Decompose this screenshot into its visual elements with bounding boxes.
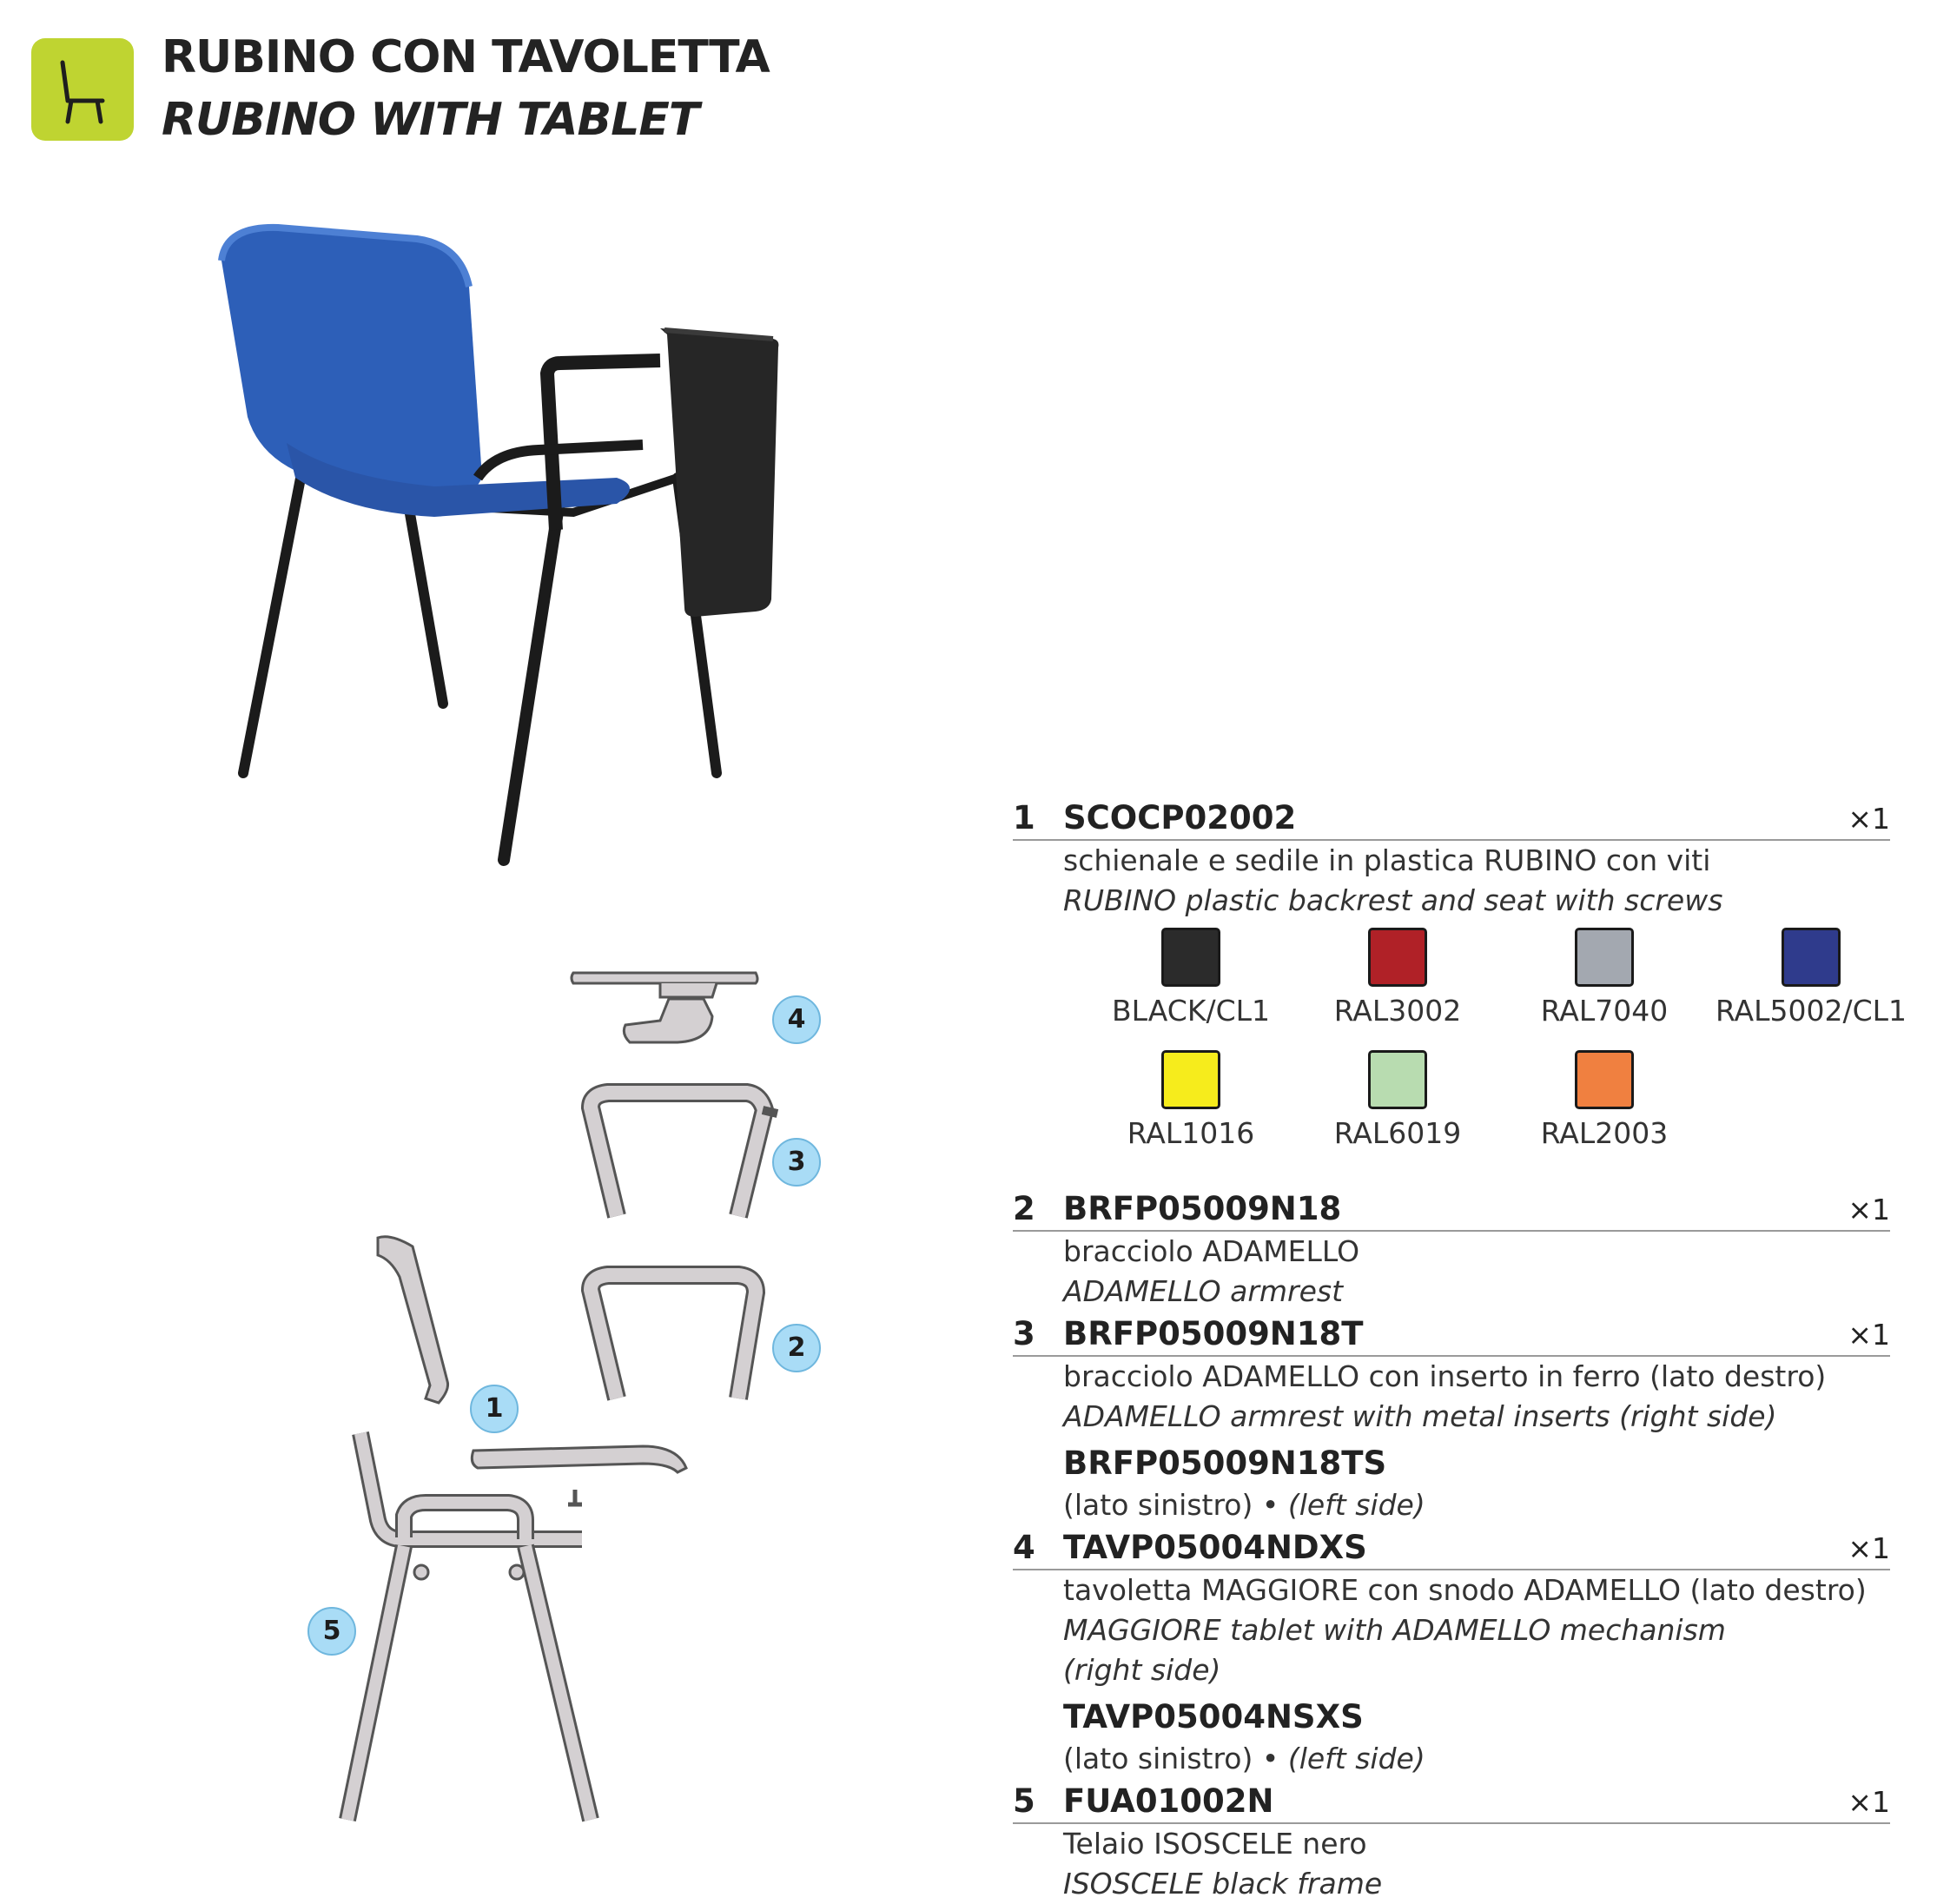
part-qty: ×1 <box>1848 1193 1890 1226</box>
part-qty: ×1 <box>1848 1318 1890 1352</box>
swatch-box <box>1368 928 1427 987</box>
callout-3: 3 <box>772 1138 821 1187</box>
swatch-label: RAL7040 <box>1540 994 1669 1028</box>
part-2 <box>1013 1190 1890 1312</box>
swatch-ral6019 <box>1294 1050 1501 1150</box>
callout-4: 4 <box>772 995 821 1044</box>
desc-en: RUBINO plastic backrest and seat with screws <box>1063 883 1723 917</box>
swatch-box <box>1575 1050 1634 1109</box>
category-logo <box>31 38 134 141</box>
swatch-box <box>1782 928 1841 987</box>
swatch-label: RAL2003 <box>1540 1116 1669 1150</box>
part-desc <box>1013 841 1890 921</box>
callout-5: 5 <box>307 1607 356 1656</box>
swatch-box <box>1161 1050 1220 1109</box>
swatch-box <box>1368 1050 1427 1109</box>
exploded-diagram <box>295 947 851 1859</box>
part-subcode: TAVP05004NSXS <box>1063 1698 1364 1735</box>
part-number: 4 <box>1013 1529 1035 1566</box>
swatch-label: RAL3002 <box>1333 994 1462 1028</box>
part-5 <box>1013 1782 1890 1904</box>
sub-desc-sep: • <box>1253 1488 1288 1522</box>
part-code: TAVP05004NDXS <box>1063 1529 1367 1566</box>
swatch-box <box>1575 928 1634 987</box>
swatch-box <box>1161 928 1220 987</box>
sub-desc-en: (left side) <box>1287 1742 1425 1775</box>
part-number: 5 <box>1013 1782 1035 1820</box>
desc-en-2: (right side) <box>1063 1653 1221 1687</box>
swatch-ral1016 <box>1087 1050 1294 1150</box>
part-desc <box>1013 1232 1890 1312</box>
swatch-ral7040 <box>1501 928 1708 1028</box>
desc-it: bracciolo ADAMELLO con inserto in ferro (lato destro) <box>1063 1359 1827 1393</box>
callout-1: 1 <box>470 1385 519 1433</box>
desc-it: Telaio ISOSCELE nero <box>1063 1827 1367 1861</box>
part-1 <box>1013 799 1907 1150</box>
callout-2: 2 <box>772 1324 821 1372</box>
part-number: 2 <box>1013 1190 1035 1227</box>
part-sub-desc <box>1013 1739 1890 1779</box>
swatch-ral5002 <box>1708 928 1914 1028</box>
swatch-ral3002 <box>1294 928 1501 1028</box>
desc-en: ADAMELLO armrest with metal inserts (right side) <box>1063 1399 1777 1433</box>
part-subcode: BRFP05009N18TS <box>1063 1445 1387 1482</box>
color-swatches <box>1013 928 1907 1150</box>
swatch-label: RAL1016 <box>1127 1116 1255 1150</box>
desc-it: bracciolo ADAMELLO <box>1063 1234 1360 1268</box>
part-code: BRFP05009N18T <box>1063 1315 1364 1352</box>
sub-desc-it: (lato sinistro) <box>1063 1488 1253 1522</box>
swatch-label: BLACK/CL1 <box>1112 994 1270 1028</box>
part-qty: ×1 <box>1848 1785 1890 1819</box>
part-code: FUA01002N <box>1063 1782 1274 1820</box>
page-subtitle: RUBINO WITH TABLET <box>162 94 699 146</box>
product-photo <box>208 217 799 877</box>
part-sub-desc <box>1013 1485 1890 1525</box>
page-title: RUBINO CON TAVOLETTA <box>162 31 770 83</box>
part-number: 3 <box>1013 1315 1035 1352</box>
swatch-black <box>1087 928 1294 1028</box>
part-qty: ×1 <box>1848 1531 1890 1565</box>
sub-desc-it: (lato sinistro) <box>1063 1742 1253 1775</box>
swatch-label: RAL6019 <box>1333 1116 1462 1150</box>
part-number: 1 <box>1013 799 1035 836</box>
desc-en: MAGGIORE tablet with ADAMELLO mechanism <box>1063 1613 1726 1647</box>
part-qty: ×1 <box>1848 802 1890 836</box>
part-3 <box>1013 1315 1890 1525</box>
parts-list <box>1013 799 1907 1904</box>
part-desc <box>1013 1824 1890 1904</box>
swatch-ral2003 <box>1501 1050 1708 1150</box>
sub-desc-sep: • <box>1253 1742 1288 1775</box>
part-desc <box>1013 1357 1890 1437</box>
desc-it: schienale e sedile in plastica RUBINO con viti <box>1063 843 1711 877</box>
desc-en: ISOSCELE black frame <box>1063 1867 1383 1901</box>
swatch-label: RAL5002/CL1 <box>1715 994 1907 1028</box>
part-code: BRFP05009N18 <box>1063 1190 1342 1227</box>
chair-icon <box>31 38 134 141</box>
part-code: SCOCP02002 <box>1063 799 1297 836</box>
desc-it: tavoletta MAGGIORE con snodo ADAMELLO (lato destro) <box>1063 1573 1867 1607</box>
sub-desc-en: (left side) <box>1287 1488 1425 1522</box>
part-4 <box>1013 1529 1890 1779</box>
part-desc <box>1013 1570 1890 1690</box>
desc-en: ADAMELLO armrest <box>1063 1274 1344 1308</box>
